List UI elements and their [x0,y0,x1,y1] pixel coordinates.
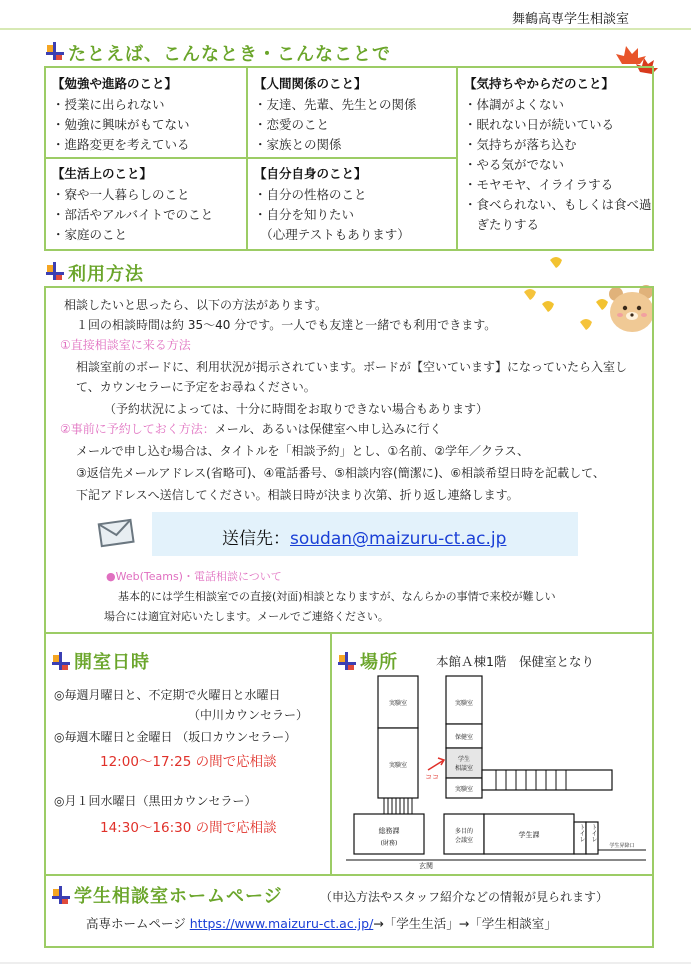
web-consult-title: ●Web(Teams)・電話相談について [106,570,282,583]
category-life [52,164,213,245]
homepage-link-row [86,914,557,932]
map-here-marker: ココ [425,773,439,781]
homepage-note: （申込方法やスタッフ紹介などの情報が見られます） [320,890,609,904]
usage-intro-1: 相談したいと思ったら、以下の方法があります。 [64,298,328,312]
email-link[interactable]: soudan@maizuru-ct.ac.jp [290,529,507,549]
category-item: ・体調がよくない [464,97,565,112]
method2-line2: ③返信先メールアドレス(省略可)、④電話番号、⑤相談内容(簡潔に)、⑥相談希望日時を記載して、 [76,466,605,480]
category-title: 【気持ちやからだのこと】 [464,76,615,91]
category-title: 【勉強や進路のこと】 [52,76,178,91]
category-item: ・家族との関係 [254,137,342,152]
map-general-sub: (財務) [380,840,398,847]
envelope-icon [96,516,136,552]
category-relations [254,74,417,155]
map-counsel-room: 学生 相談室 [454,756,473,772]
method1-note: （予約状況によっては、十分に時間をお取りできない場合もあります） [104,402,489,416]
web-consult-line1: 基本的には学生相談室での直接(対面)相談となりますが、なんらかの事情で来校が難しい [118,590,556,603]
category-title: 【自分自身のこと】 [254,166,367,181]
category-item: ・自分の性格のこと [254,187,367,202]
hours-section-title: 開室日時 [74,652,150,673]
category-item: ・食べられない、もしくは食べ過 [464,197,652,212]
category-item: （心理テストもあります） [254,227,410,242]
map-student-affairs: 学生課 [518,831,540,839]
category-item: ・勉強に興味がもてない [52,117,190,132]
map-multi-room: 多目的 会議室 [454,828,473,844]
category-study [52,74,190,155]
homepage-section-title: 学生相談室ホームページ [74,886,283,907]
method1-line1: 相談室前のボードに、利用状況が掲示されています。ボードが【空いています】になっていたら入室し [76,360,628,374]
method1-line2: て、カウンセラーに予定をお尋ねください。 [76,380,316,394]
examples-section-title: たとえば、こんなとき・こんなことで [68,44,391,65]
method2-title-rest: メール、あるいは保健室へ申し込みに行く [214,422,442,436]
map-lab2: 実験室 [388,762,407,769]
examples-divider-v2 [456,66,458,251]
hours-line2: ◎毎週木曜日と金曜日 （坂口カウンセラー） [54,730,297,744]
location-section-title: 場所 [360,652,398,673]
examples-divider-h [44,157,456,159]
email-box [152,512,578,556]
send-to-label: 送信先： [222,529,290,549]
hours-line1: ◎毎週月曜日と、不定期で火曜日と水曜日 [54,688,281,702]
method2-line3: 下記アドレスへ送信してください。相談日時が決まり次第、折り返し連絡します。 [76,488,519,502]
method2-title: ②事前に予約しておく方法： [60,422,215,436]
category-item: ・やる気がでない [464,157,565,172]
map-toilet1: トイレ [578,824,585,842]
map-general-affairs: 総務課 [378,827,400,835]
map-lab4: 実験室 [454,786,473,793]
category-title: 【人間関係のこと】 [254,76,367,91]
hours-line3: ◎月１回水曜日（黒田カウンセラー） [54,794,257,808]
category-item: ・眠れない日が続いている [464,117,615,132]
examples-title-mark-icon [46,42,64,64]
category-feelings [464,74,652,235]
method2-title-row [60,420,442,437]
method1-title: ①直接相談室に来る方法 [60,338,191,352]
hours-line1-counselor: （中川カウンセラー） [188,708,309,722]
hours-time2: 14:30〜16:30 の間で応相談 [100,820,277,836]
header-org-title: 舞鶴高専学生相談室 [511,12,629,27]
map-toilet2: トイレ [590,824,597,842]
map-entrance: 玄関 [419,862,433,870]
category-item: ぎたりする [464,217,540,232]
map-health-room: 保健室 [454,734,473,741]
category-item: ・家庭のこと [52,227,128,242]
map-lab1: 実験室 [388,700,407,707]
category-item: ・気持ちが落ち込む [464,137,577,152]
category-item: ・モヤモヤ、イライラする [464,177,614,192]
header-divider [0,28,691,30]
homepage-path: →「学生生活」→「学生相談室」 [373,916,557,931]
category-item: ・恋愛のこと [254,117,330,132]
category-item: ・寮や一人暮らしのこと [52,187,190,202]
category-item: ・部活やアルバイトでのこと [52,207,214,222]
location-title-mark-icon [338,652,356,674]
category-item: ・授業に出られない [52,97,165,112]
method2-line1: メールで申し込む場合は、タイトルを「相談予約」とし、①名前、②学年／クラス、 [76,444,530,458]
hours-location-divider [330,632,332,876]
homepage-label: 高専ホームページ [86,916,186,931]
map-student-entrance: 学生昇降口 [609,843,635,849]
usage-section-title: 利用方法 [68,264,144,285]
usage-intro-2: １回の相談時間は約 35〜40 分です。一人でも友達と一緒でも利用できます。 [76,318,497,332]
location-place: 本館Ａ棟1階 保健室となり [436,654,594,669]
category-item: ・進路変更を考えている [52,137,190,152]
footer-line [0,962,691,964]
category-item: ・自分を知りたい [254,207,355,222]
homepage-title-mark-icon [52,886,70,908]
hours-title-mark-icon [52,652,70,674]
usage-title-mark-icon [46,262,64,284]
category-self [254,164,410,245]
category-title: 【生活上のこと】 [52,166,153,181]
web-consult-line2: 場合には適宜対応いたします。メールでご連絡ください。 [104,610,389,623]
hours-time1: 12:00〜17:25 の間で応相談 [100,754,277,770]
campus-map [346,674,646,870]
map-lab3: 実験室 [454,700,473,707]
homepage-url-link[interactable]: https://www.maizuru-ct.ac.jp/ [189,916,374,931]
category-item: ・友達、先輩、先生との関係 [254,97,417,112]
